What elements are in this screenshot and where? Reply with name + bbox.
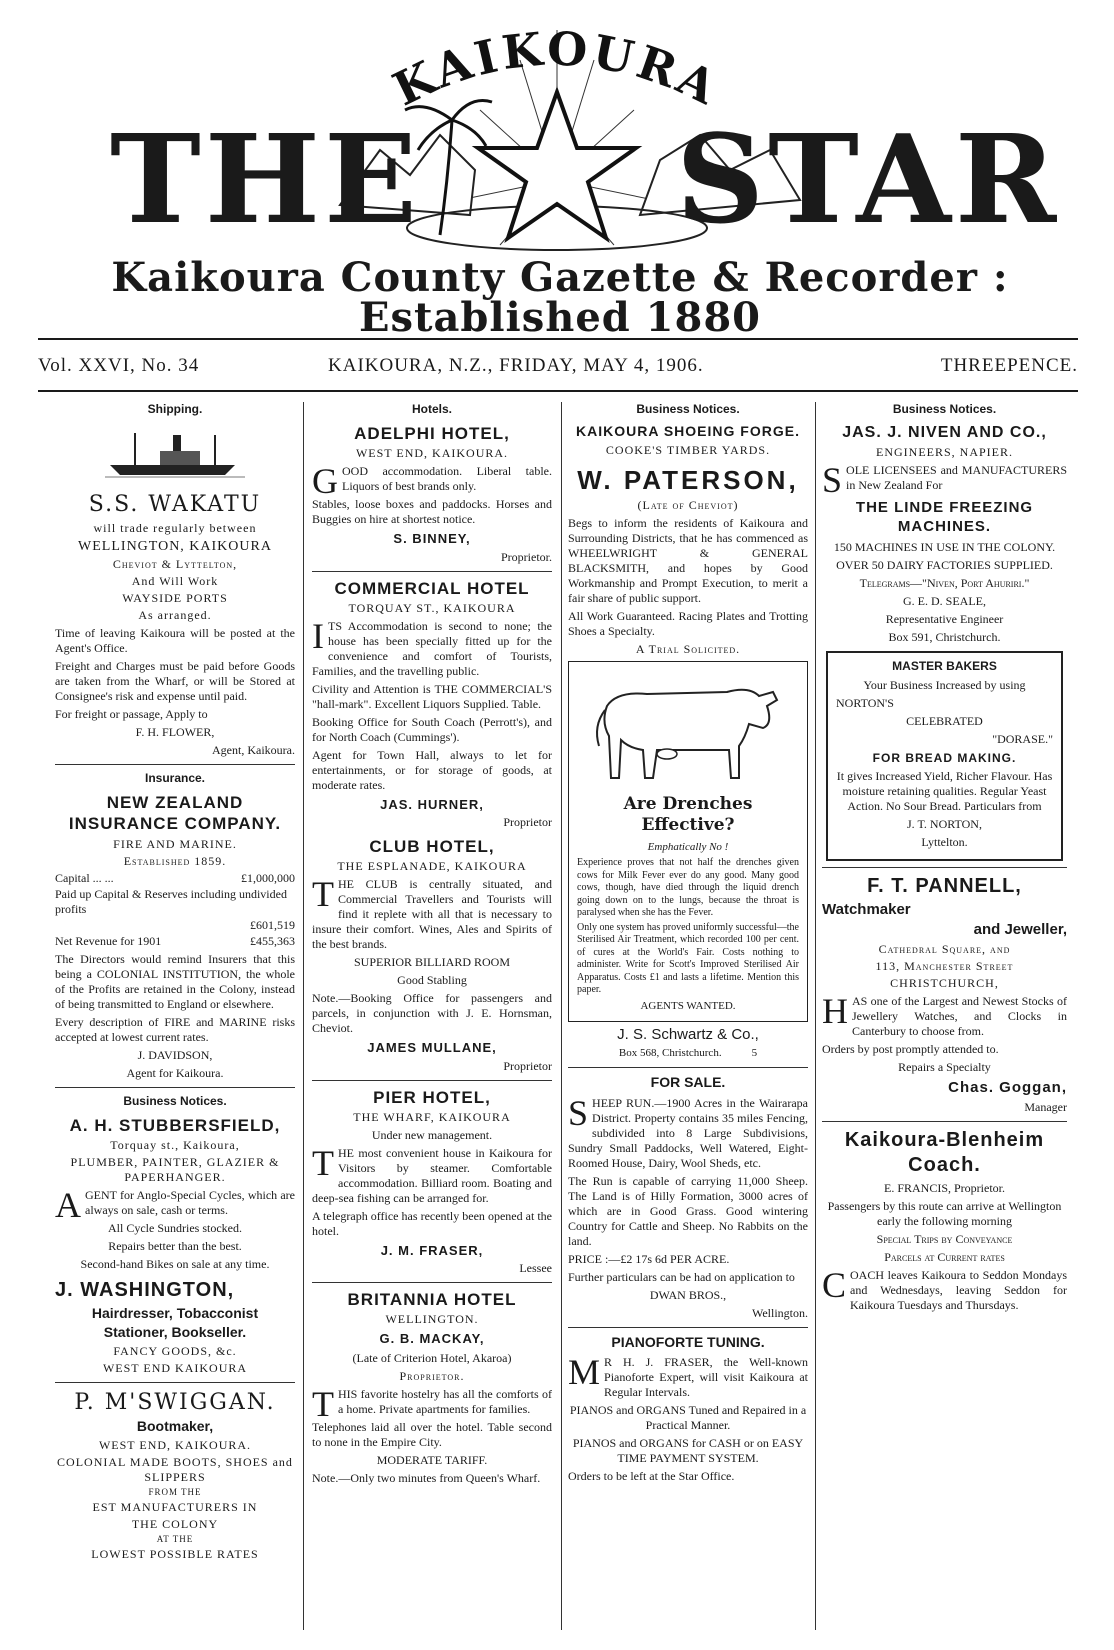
forge-para-2: All Work Guaranteed. Racing Plates and Trotting Shoes a Specialty. [568, 609, 808, 638]
commercial-signature: JAS. HURNER, [380, 796, 484, 812]
washington-line-4: WEST END KAIKOURA [102, 1360, 248, 1375]
drench-advertisement [568, 661, 808, 1022]
divider [312, 1282, 552, 1283]
ship-line-5: WAYSIDE PORTS [122, 591, 228, 605]
ship-para-2: Freight and Charges must be paid before Goods are taken from the Wharf, or will be Stored at Consignee's risk and expense until paid. [55, 659, 295, 703]
section-header-business: Business Notices. [123, 1093, 227, 1108]
adelphi-para-2: Stables, loose boxes and paddocks. Horses and Buggies on hire at shortest notice. [312, 497, 552, 527]
ship-line-1: will trade regularly between [93, 520, 257, 535]
steamship-icon [55, 421, 295, 481]
fin-row-paid-value [55, 918, 295, 933]
fin-value: £601,519 [250, 917, 295, 932]
adelphi-sub: WEST END, KAIKOURA. [355, 446, 509, 461]
divider [55, 1087, 295, 1088]
insurance-agent: J. DAVIDSON, [137, 1047, 213, 1062]
fin-label: Paid up Capital & Reserves including undivided profits [55, 886, 287, 916]
britannia-line-3: MODERATE TARIFF. [376, 1452, 488, 1467]
niven-sub: ENGINEERS, NAPIER. [876, 445, 1013, 459]
cow-icon [577, 666, 797, 786]
pannell-para-2: Orders by post promptly attended to. [822, 1042, 999, 1056]
masthead-title-right: STAR [676, 107, 1061, 251]
pier-para-2: A telegraph office has recently been opened at the hotel. [312, 1208, 552, 1238]
mswiggan-line-8: LOWEST POSSIBLE RATES [91, 1547, 259, 1562]
schwartz-address: Box 568, Christchurch. [618, 1047, 722, 1060]
niven-line-2: OVER 50 DAIRY FACTORIES SUPPLIED. [836, 557, 1053, 572]
stubbersfield-para-2: All Cycle Sundries stocked. [108, 1220, 242, 1235]
club-para-1: THE CLUB is centrally situated, and Commercial Travellers and Tourists will find it replete with all that is necessary to insure their comfort. Wines, Ales and Spirits of the best brands. [312, 874, 552, 952]
section-header-for-sale: FOR SALE. [650, 1074, 726, 1090]
divider [312, 1080, 552, 1081]
drench-para-2: Only one system has proved uniformly successful—the Sterilised Air Treatment, which recorded 100 per cent. of cures at the World's Fair. Costs nothing to administer. Write for Scott's Improved Sterilised Air Apparatus. Costs £1 and lasts a lifetime. Mention this paper. [577, 921, 799, 996]
master-bakers-box [826, 651, 1063, 861]
washington-line-1: Hairdresser, Tobacconist [91, 1304, 259, 1321]
piano-para-1: MR H. J. FRASER, the Well-known Pianoforte Expert, will visit Kaikoura at Regular Intervals. [568, 1352, 808, 1399]
forge-line-1: A Trial Solicited. [635, 642, 741, 656]
coach-line-1: E. FRANCIS, Proprietor. [883, 1180, 1005, 1195]
column-divider [815, 402, 816, 1630]
washington-line-2: Stationer, Bookseller. [103, 1324, 247, 1341]
divider [55, 764, 295, 765]
sale-para-1: SHEEP RUN.—1900 Acres in the Wairarapa District. Property contains 35 miles Fencing, subdivided into 8 Large Subdivisions, Sundry Small Paddocks, Well Watered, Eight-Roomed House, Dairy, Wool Sheds, etc. [568, 1092, 808, 1170]
schwartz-name: J. S. Schwartz & Co., [617, 1025, 759, 1043]
bakers-line-2: NORTON'S [836, 695, 894, 710]
pier-name: PIER HOTEL, [373, 1087, 491, 1107]
divider [55, 1382, 295, 1383]
divider [822, 1121, 1067, 1122]
forge-name: KAIKOURA SHOEING FORGE. [576, 423, 800, 439]
bakers-line-4: "DORASE." [992, 731, 1053, 746]
section-header-business: Business Notices. [636, 402, 740, 416]
britannia-line-2: Proprietor. [399, 1368, 465, 1383]
insurance-para-1: The Directors would remind Insurers that this being a COLONIAL INSTITUTION, the whole of the Profits are retained in the Colony, instead of being transmitted to England or elsewhere. [55, 951, 295, 1011]
pannell-name: F. T. PANNELL, [867, 874, 1022, 897]
divider [568, 1327, 808, 1328]
column-divider [303, 402, 304, 1630]
ship-name: S.S. WAKATU [88, 492, 262, 517]
adelphi-name: ADELPHI HOTEL, [354, 424, 510, 443]
commercial-para-3: Booking Office for South Coach (Perrott's), and for North Coach (Cummings'). [312, 714, 552, 744]
shoreline [407, 206, 707, 250]
mswiggan-line-7: AT THE [156, 1534, 194, 1544]
ship-line-2: WELLINGTON, KAIKOURA [78, 538, 272, 554]
britannia-para-3: Note.—Only two minutes from Queen's Wharf. [312, 1470, 541, 1485]
niven-line-3: Telegrams—"Niven, Port Ahuriri." [859, 575, 1030, 590]
bakers-line-1: Your Business Increased by using [863, 677, 1026, 692]
divider [822, 867, 1067, 868]
pannell-line-2: and Jeweller, [973, 921, 1067, 939]
drench-title: Are Drenches Effective? [623, 794, 753, 836]
insurance-para-2: Every description of FIRE and MARINE risks accepted at lowest current rates. [55, 1014, 295, 1044]
forge-sub: COOKE'S TIMBER YARDS. [605, 442, 771, 457]
pannell-role: Manager [1024, 1099, 1067, 1114]
coach-para-1: Passengers by this route can arrive at Wellington early the following morning [827, 1198, 1062, 1228]
pier-sub: THE WHARF, KAIKOURA [353, 1109, 511, 1124]
fin-value: £1,000,000 [241, 870, 295, 885]
section-header-pianoforte: PIANOFORTE TUNING. [611, 1333, 765, 1350]
piano-para-2: PIANOS and ORGANS Tuned and Repaired in a Practical Manner. [569, 1403, 807, 1432]
bakers-place: Lyttelton. [921, 834, 968, 849]
ship-agent-role: Agent, Kaikoura. [212, 743, 295, 757]
niven-para-1: SOLE LICENSEES and MANUFACTURERS in New Zealand For [822, 460, 1067, 500]
pannell-line-4: 113, Manchester Street [875, 959, 1014, 973]
niven-role: Representative Engineer [885, 611, 1004, 626]
britannia-sub: WELLINGTON. [385, 1312, 479, 1327]
niven-signature: G. E. D. SEALE, [903, 593, 986, 608]
dateline-rule [38, 390, 1078, 392]
commercial-para-1: ITS Accommodation is second to none; the house has been specially fitted up for the convenience and comfort of Tourists, Families, and the travelling public. [312, 615, 552, 678]
mswiggan-line-4: FROM THE [148, 1486, 202, 1497]
commercial-para-2: Civility and Attention is THE COMMERCIAL'S "hall-mark". Excellent Liquors Supplied. Table. [312, 681, 552, 711]
coach-para-2: COACH leaves Kaikoura to Seddon Mondays and Wednesdays, leaving Seddon for Kaikoura Tuesdays and Thursdays. [822, 1264, 1067, 1312]
pannell-para-1: HAS one of the Largest and Newest Stocks of Jewellery Watches, and Clocks in Canterbury to choose from. [822, 991, 1067, 1038]
pannell-signature: Chas. Goggan, [948, 1079, 1067, 1096]
mswiggan-line-6: THE COLONY [131, 1517, 219, 1531]
pier-line-1: Under new management. [371, 1127, 493, 1142]
bakers-line-5: FOR BREAD MAKING. [872, 750, 1017, 765]
pannell-line-5: CHRISTCHURCH, [890, 976, 999, 990]
britannia-line-1: (Late of Criterion Hotel, Akaroa) [352, 1350, 512, 1365]
star-icon [478, 92, 636, 238]
mswiggan-line-1: Bootmaker, [136, 1418, 214, 1435]
fin-row-capital [55, 871, 295, 886]
insurance-company-name: NEW ZEALAND INSURANCE COMPANY. [68, 793, 282, 834]
pannell-line-6: Repairs a Specialty [898, 1060, 991, 1074]
stubbersfield-para-4: Second-hand Bikes on sale at any time. [80, 1256, 270, 1271]
drench-line-1: Emphatically No ! [647, 840, 729, 853]
volume-number: Vol. XXVI, No. 34 [38, 355, 200, 376]
section-header-insurance: Insurance. [144, 771, 206, 785]
club-line-1: SUPERIOR BILLIARD ROOM [353, 955, 510, 970]
coach-name: Kaikoura-Blenheim Coach. [844, 1128, 1045, 1176]
column-divider [561, 402, 562, 1630]
ad-number: 5 [751, 1047, 758, 1060]
pannell-line-3: Cathedral Square, and [878, 942, 1011, 956]
washington-line-3: FANCY GOODS, &c. [113, 1343, 237, 1358]
fin-row-net [55, 934, 295, 949]
place-and-date: KAIKOURA, N.Z., FRIDAY, MAY 4, 1906. [328, 355, 704, 376]
masthead-gazette-line: Kaikoura County Gazette & Recorder : Established 1880 [111, 254, 1009, 341]
masthead-title-left: THE [110, 107, 422, 251]
column-4 [822, 402, 1067, 1316]
bakers-signature: J. T. NORTON, [907, 816, 982, 831]
britannia-name: BRITANNIA HOTEL [347, 1290, 517, 1309]
niven-box: Box 591, Christchurch. [888, 629, 1001, 644]
stubbersfield-name: A. H. STUBBERSFIELD, [69, 1115, 281, 1135]
sale-para-4: Further particulars can be had on application to [568, 1269, 795, 1284]
piano-para-3: PIANOS and ORGANS for CASH or on EASY TIME PAYMENT SYSTEM. [572, 1436, 804, 1465]
sale-role: Wellington. [751, 1305, 808, 1320]
drench-line-2: AGENTS WANTED. [640, 999, 736, 1012]
section-header-business: Business Notices. [892, 402, 997, 416]
pier-role: Lessee [519, 1261, 552, 1275]
club-role: Proprietor [503, 1058, 552, 1073]
mswiggan-line-2: WEST END, KAIKOURA. [98, 1437, 252, 1452]
coach-line-2: Special Trips by Conveyance [876, 1231, 1013, 1246]
insurance-established: Established 1859. [123, 853, 227, 868]
adelphi-para-1: GOOD accommodation. Liberal table. Liquors of best brands only. [312, 461, 552, 502]
ship-agent: F. H. FLOWER, [135, 725, 215, 739]
ship-line-3: Cheviot & Lyttelton, [112, 557, 238, 571]
masthead-rule [38, 338, 1078, 340]
sale-para-2: The Run is capable of carrying 11,000 Sheep. The Land is of Hilly Formation, 3000 acres of which are in Good Grass. Good wintering Country for Cattle and Sheep. No Rabbits on the land. [568, 1173, 808, 1248]
mswiggan-name: P. M'SWIGGAN. [74, 1389, 276, 1415]
ship-para-3: For freight or passage, Apply to [55, 707, 208, 721]
coach-line-3: Parcels at Current rates [884, 1249, 1005, 1264]
pannell-line-1: Watchmaker [822, 900, 911, 918]
section-header-shipping: Shipping. [147, 402, 203, 416]
britannia-signature: G. B. MACKAY, [379, 1331, 485, 1347]
commercial-role: Proprietor [503, 815, 552, 829]
column-3 [568, 402, 808, 1487]
fin-label: Net Revenue for 1901 [55, 933, 162, 948]
piano-para-4: Orders to be left at the Star Office. [568, 1469, 735, 1483]
adelphi-signature: S. BINNEY, [393, 531, 471, 547]
club-signature: JAMES MULLANE, [367, 1040, 497, 1056]
divider [568, 1067, 808, 1068]
club-sub: THE ESPLANADE, KAIKOURA [337, 859, 527, 874]
mswiggan-line-5: EST MANUFACTURERS IN [92, 1500, 258, 1514]
bakers-line-3: CELEBRATED [906, 713, 983, 728]
niven-line-1: 150 MACHINES IN USE IN THE COLONY. [833, 539, 1056, 554]
fin-label: Capital ... ... [55, 870, 114, 885]
fin-row-paid [55, 887, 295, 917]
linde-machines: THE LINDE FREEZING MACHINES. [855, 499, 1034, 535]
club-name: CLUB HOTEL, [369, 837, 495, 856]
insurance-sub: FIRE AND MARINE. [113, 836, 237, 851]
britannia-para-1: THIS favorite hostelry has all the comforts of a home. Private apartments for families. [312, 1383, 552, 1424]
fin-value: £455,363 [250, 933, 295, 948]
commercial-para-4: Agent for Town Hall, always to let for entertainments, or for storage of goods, at moderate rates. [312, 747, 552, 792]
dateline [38, 355, 1078, 385]
price: THREEPENCE. [940, 355, 1078, 376]
section-header-hotels: Hotels. [411, 402, 452, 416]
niven-name: JAS. J. NIVEN AND CO., [842, 424, 1047, 441]
masthead-arc-title: KAIKOURA [384, 21, 729, 117]
stubbersfield-trades: PLUMBER, PAINTER, GLAZIER & PAPERHANGER. [70, 1154, 280, 1184]
bakers-header: MASTER BAKERS [892, 658, 997, 673]
sale-para-3: PRICE :—£2 17s 6d PER ACRE. [568, 1251, 730, 1266]
column-1 [55, 402, 295, 1564]
bakers-para-1: It gives Increased Yield, Richer Flavour. Has moisture retaining qualities. Regular Yeast Action. No Sour Bread. Particulars from [836, 768, 1053, 813]
stubbersfield-para-3: Repairs better than the best. [108, 1238, 242, 1253]
paterson-name: W. PATERSON, [577, 464, 799, 495]
club-line-2: Good Stabling [397, 973, 467, 988]
mswiggan-line-3: COLONIAL MADE BOOTS, SHOES and SLIPPERS [57, 1454, 293, 1484]
drench-para-1: Experience proves that not half the drenches given cows for Milk Fever ever do any good. Many good cows, though, have died through the liquid drench going down on to the lungs, because the throat is paralysed when she has the Fever. [577, 857, 799, 919]
washington-name: J. WASHINGTON, [55, 1278, 235, 1301]
adelphi-role: Proprietor. [501, 549, 552, 564]
britannia-para-2: Telephones laid all over the hotel. Table second to none in the Empire City. [312, 1419, 552, 1449]
forge-para-1: Begs to inform the residents of Kaikoura and Surrounding Districts, that he has commenced as WHEELWRIGHT & GENERAL BLACKSMITH, and hopes by Good Workmanship and Prompt Execution, to merit a fair share of public support. [568, 516, 808, 605]
pier-signature: J. M. FRASER, [380, 1242, 484, 1258]
pier-para-1: THE most convenient house in Kaikoura for Visitors by steamer. Comfortable accommodation. Billiard room. Boating and deep-sea fishing can be arranged for. [312, 1142, 552, 1205]
commercial-name: COMMERCIAL HOTEL [334, 578, 530, 598]
ship-para-1: Time of leaving Kaikoura will be posted at the Agent's Office. [55, 626, 295, 655]
schwartz-address-row [568, 1047, 808, 1061]
ship-line-4: And Will Work [131, 574, 219, 588]
commercial-sub: TORQUAY ST., KAIKOURA [348, 600, 516, 615]
forge-late: (Late of Cheviot) [637, 498, 739, 512]
stubbersfield-address: Torquay st., Kaikoura, [110, 1137, 240, 1152]
sale-signature: DWAN BROS., [649, 1287, 727, 1302]
club-para-2: Note.—Booking Office for passengers and parcels, in conjunction with J. E. Hornsman, Cheviot. [312, 991, 552, 1036]
divider [312, 571, 552, 572]
insurance-agent-role: Agent for Kaikoura. [126, 1065, 224, 1080]
column-2 [312, 402, 552, 1489]
masthead [0, 0, 1114, 341]
stubbersfield-para-1: AGENT for Anglo-Special Cycles, which are always on sale, cash or terms. [55, 1184, 295, 1225]
ship-line-6: As arranged. [138, 608, 212, 622]
